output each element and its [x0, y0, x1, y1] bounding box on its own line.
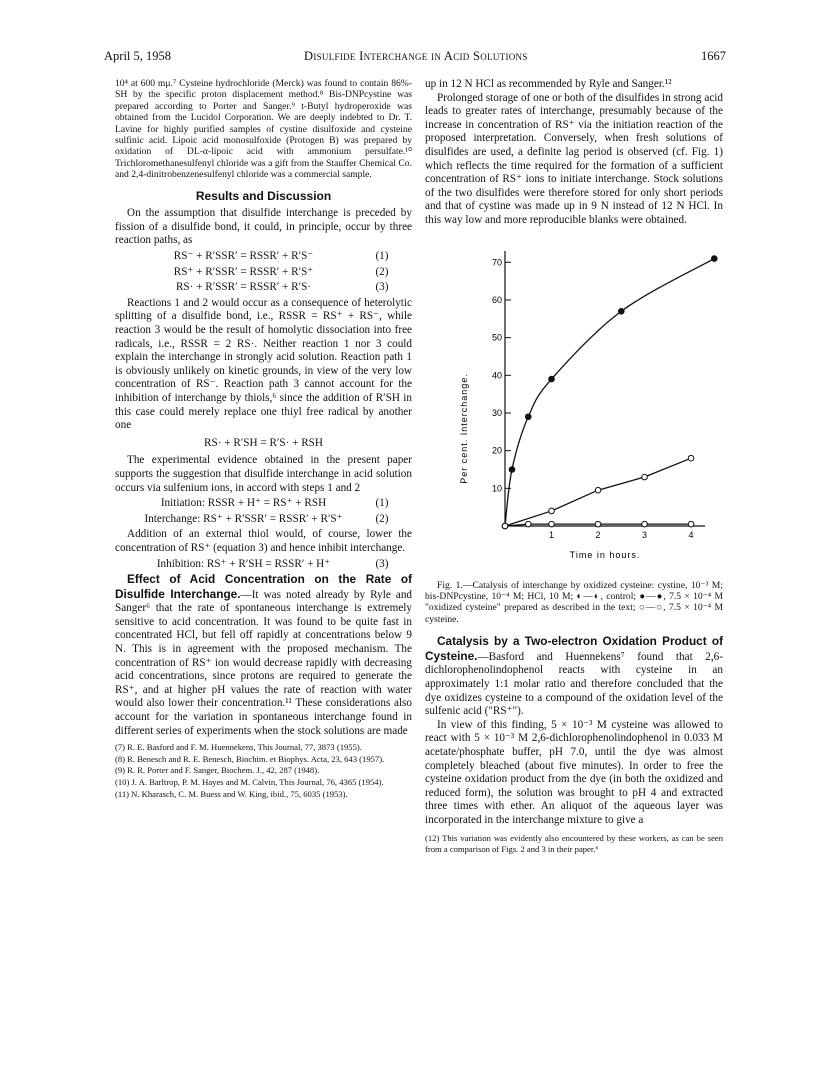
- paragraph: Addition of an external thiol would, of course, lower the concentration of RS⁺ (equation 3) and hence inhibit interchange.: [115, 528, 412, 554]
- data-point: [595, 487, 601, 493]
- y-tick-label: 60: [491, 294, 502, 305]
- y-tick-label: 10: [491, 482, 502, 493]
- paragraph: On the assumption that disulfide interchange is preceded by fission of a disulfide bond, it could, in principle, occur by three reaction paths, as: [115, 207, 412, 247]
- left-column: [115, 78, 412, 800]
- data-point: [642, 521, 648, 527]
- paragraph: Effect of Acid Concentration on the Rate of Disulfide Interchange.—It was noted already by Ryle and Sanger⁶ that the rate of spontaneous interchange is extremely sensitive to acid concentration. It was found to be quite fast in concentrated HCl, but fell off rapidly at concentrations below 9 N. This is in agreement with the proposed mechanism. The concentration of RS⁺ ion would decrease rapidly with decreasing acid concentrations, since protons are required to generate the RS⁺, and at higher pH values the rate of reaction with water would also lower their concentration.¹¹ These considerations also account for the variation in spontaneous interchange found in different series of experiments when the stock solutions are made: [115, 572, 413, 737]
- data-point: [549, 521, 555, 527]
- equation: Initiation: RSSR + H⁺ = RS⁺ + RSH (1): [160, 497, 389, 510]
- data-point: [549, 376, 555, 382]
- equation: Interchange: RS⁺ + R′SSR′ = RSSR′ + R′S⁺ (2): [144, 512, 389, 525]
- right-column: [425, 78, 723, 854]
- data-point: [502, 523, 508, 529]
- y-tick-label: 30: [491, 407, 502, 418]
- y-tick-label: 20: [491, 445, 502, 456]
- paragraph: Prolonged storage of one or both of the disulfides in strong acid leads to greater rates of interchange, presumably because of the increase in concentration of RS⁺ via the initiation reaction of the proposed interpretation. Conversely, when fresh solutions of disulfides are used, a definite lag period is observed (cf. Fig. 1) which reflects the time required for the formation of a sufficient concentration of RS⁺ ions to initiate interchange. Stock solutions of the two disulfides were therefore stored for only short periods and that of cystine was made up in 9 N instead of 12 N HCl. In this way low and more reproducible blanks were obtained.: [425, 91, 723, 226]
- figure-caption: Fig. 1.—Catalysis of interchange by oxidized cysteine: cystine, 10⁻³ M; bis-DNPcystine, 10⁻⁴ M; HCl, 10 M; ◐—◐, control; ●—●, 7.5 × 10⁻⁴ M "oxidized cysteine" prepared as described in the text; ○—○, 7.5 × 10⁻⁴ M cysteine.: [425, 579, 723, 625]
- section-heading: Results and Discussion: [195, 188, 332, 203]
- experimental-intro: 10⁴ at 600 mμ.⁷ Cysteine hydrochloride (Merck) was found to contain 86%-SH by the specific proton displacement method.⁸ Bis-DNPcystine was prepared according to Porter and Sanger.⁹ t-Butyl hydroperoxide was obtained from the Lucidol Corporation. We are deeply indebted to Dr. T. Lavine for highly purified samples of cystine disulfoxide and cysteine sulfinic acid. Lipoic acid monosulfoxide (Protogen B) was prepared by oxidation of DL-α-lipoic acid with ammonium persulfate.¹⁰ Trichloromethanesulfenyl chloride was a gift from the Stauffer Chemical Co. and 2,4-dinitrobenzenesulfenyl chloride was a commercial sample.: [115, 78, 412, 181]
- equation: RS· + R′SH = R′S· + RSH: [204, 436, 323, 449]
- reference: (10) J. A. Barltrop, P. M. Hayes and M. Calvin, This Journal, 76, 4365 (1954).: [115, 777, 384, 787]
- data-point: [525, 521, 531, 527]
- paragraph: Catalysis by a Two-electron Oxidation Product of Cysteine.—Basford and Huennekens⁷ found that 2,6-dichlorophenolindophenol reacts with cysteine in an approximately 1:1 molar ratio and therefore concluded that the dye oxidizes cysteine to a compound of the oxidation level of the sulfenic acid ("RS⁺").: [425, 634, 723, 718]
- data-point: [642, 474, 648, 480]
- paragraph: up in 12 N HCl as recommended by Ryle and Sanger.¹²: [425, 78, 672, 90]
- x-tick-label: 4: [688, 529, 694, 540]
- subsection-heading: Catalysis by a Two-electron Oxidation Product of Cysteine.: [425, 634, 723, 663]
- y-tick-label: 70: [491, 256, 502, 267]
- equation: RS⁺ + R′SSR′ = RSSR′ + R′S⁺ (2): [173, 265, 389, 278]
- series-line-1: [505, 258, 714, 525]
- paragraph: The experimental evidence obtained in the present paper supports the suggestion that disulfide interchange in acid solution occurs via sulfenium ions, in accord with steps 1 and 2: [115, 454, 412, 494]
- y-tick-label: 50: [491, 332, 502, 343]
- data-point: [618, 308, 624, 314]
- reference: (11) N. Kharasch, C. M. Buess and W. King, ibid., 75, 6035 (1953).: [115, 788, 348, 799]
- reference: (9) R. R. Porter and F. Sanger, Biochem. J., 42, 287 (1948).: [115, 765, 320, 776]
- paragraph: Reactions 1 and 2 would occur as a consequence of heterolytic splitting of a disulfide bond, i.e., RSSR = RS⁺ + RS⁻, while reaction 3 would be the result of homolytic dissociation into free radicals, i.e., RSSR = 2 RS·. Neither reaction 1 nor 3 could explain the interchange in strongly acid solution. Reaction path 1 is obviously unlikely on kinetic grounds, in view of the very low concentration of RS⁻. Reaction path 3 cannot account for the inhibition of interchange by thiols,⁶ since the addition of R′SH in this case could merely replace one thiyl free radical by another one: [115, 296, 412, 432]
- x-tick-label: 3: [642, 529, 648, 540]
- x-tick-label: 2: [595, 529, 601, 540]
- data-point: [595, 521, 601, 527]
- data-point: [509, 466, 515, 472]
- y-tick-label: 40: [491, 369, 502, 380]
- paragraph: In view of this finding, 5 × 10⁻³ M cysteine was allowed to react with 5 × 10⁻³ M 2,6-dichlorophenolindophenol in 0.033 M acetate/phosphate buffer, pH 7.0, until the dye was almost completely bleached (about five minutes). In order to free the cysteine oxidation product from the dye (in both the oxidized and reduced form), the solution was brought to pH 4 and extracted three times with ether. An aliquot of the aqueous layer was incorporated in the interchange mixture to give a: [425, 718, 723, 826]
- reference: (7) R. E. Basford and F. M. Huennekens, This Journal, 77, 3873 (1955).: [115, 742, 362, 753]
- equation: Inhibition: RS⁺ + R′SH = RSSR′ + H⁺ (3): [156, 557, 389, 570]
- x-axis-label: Time in hours.: [569, 549, 641, 560]
- data-point: [688, 521, 694, 527]
- running-header: [104, 49, 726, 65]
- x-tick-label: 1: [549, 529, 555, 540]
- data-point: [712, 255, 718, 261]
- y-axis-label: Per cent. Interchange.: [459, 372, 469, 484]
- data-point: [688, 455, 694, 461]
- subsection-heading: Effect of Acid Concentration on the Rate of Disulfide Interchange.: [115, 572, 412, 601]
- equation: RS· + R′SSR′ = RSSR′ + R′S· (3): [175, 281, 389, 294]
- header-date: April 5, 1958: [104, 49, 172, 63]
- figure-1-chart: [425, 236, 723, 576]
- footnote: (12) This variation was evidently also encountered by these workers, as can be seen from a comparison of Figs. 2 and 3 in their paper.⁶: [425, 833, 723, 854]
- equation: RS⁻ + R′SSR′ = RSSR′ + R′S⁻ (1): [173, 250, 389, 263]
- header-title: Disulfide Interchange in Acid Solutions: [304, 49, 528, 63]
- references: [115, 742, 412, 799]
- reference: (8) R. Benesch and R. E. Benesch, Biochim. et Biophys. Acta, 23, 643 (1957).: [115, 753, 385, 764]
- data-point: [525, 413, 531, 419]
- page-number: 1667: [701, 49, 726, 63]
- data-point: [549, 508, 555, 514]
